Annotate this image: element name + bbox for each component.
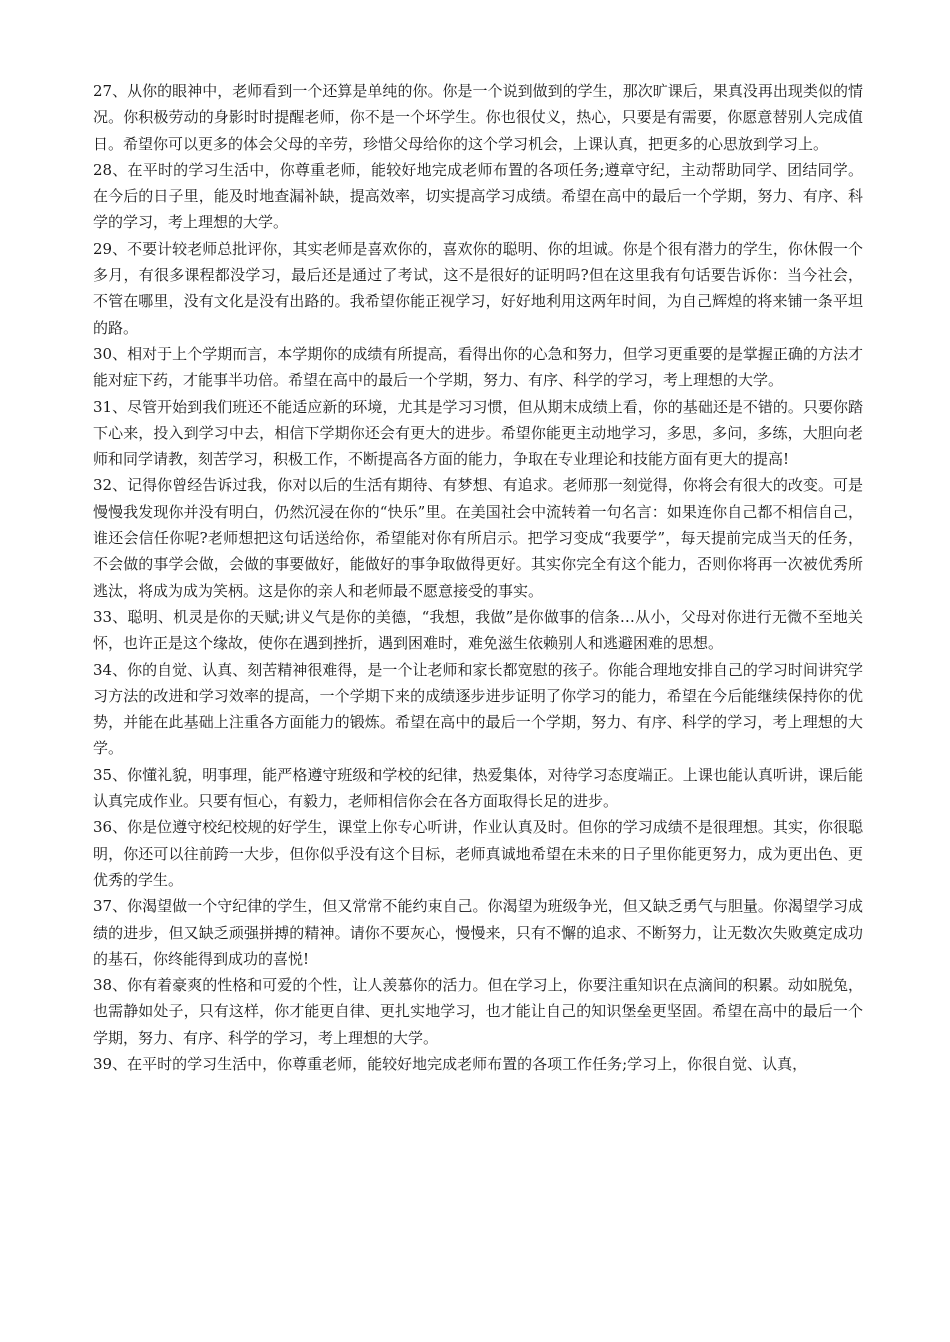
comment-paragraph-35: 35、你懂礼貌，明事理，能严格遵守班级和学校的纪律，热爱集体，对待学习态度端正。上课也能认真听讲，课后能认真完成作业。只要有恒心，有毅力，老师相信你会在各方面取得长足的进步。 [93,765,863,811]
comment-paragraph-39: 39、在平时的学习生活中，你尊重老师，能较好地完成老师布置的各项工作任务;学习上，你很自觉、认真， [93,1054,808,1073]
comment-paragraph-30: 30、相对于上个学期而言，本学期你的成绩有所提高，看得出你的心急和努力，但学习更重要的是掌握正确的方法才能对症下药，才能事半功倍。希望在高中的最后一个学期，努力、有序、科学的学习，考上理想的大学。 [93,344,863,390]
comment-paragraph-36: 36、你是位遵守校纪校规的好学生，课堂上你专心听讲，作业认真及时。但你的学习成绩不是很理想。其实，你很聪明，你还可以往前跨一大步，但你似乎没有这个目标，老师真诚地希望在未来的日子里你能更努力，成为更出色、更优秀的学生。 [93,818,863,889]
comment-paragraph-34: 34、你的自觉、认真、刻苦精神很难得，是一个让老师和家长都宽慰的孩子。你能合理地安排自己的学习时间讲究学习方法的改进和学习效率的提高，一个学期下来的成绩逐步进步证明了你学习的能力，希望在今后能继续保持你的优势，并能在此基础上注重各方面能力的锻炼。希望在高中的最后一个学期，努力、有序、科学的学习，考上理想的大学。 [93,660,863,758]
comment-paragraph-37: 37、你渴望做一个守纪律的学生，但又常常不能约束自己。你渴望为班级争光，但又缺乏勇气与胆量。你渴望学习成绩的进步，但又缺乏顽强拼搏的精神。请你不要灰心，慢慢来，只有不懈的追求、不断努力，让无数次失败奠定成功的基石，你终能得到成功的喜悦! [93,897,863,968]
comment-paragraph-32: 32、记得你曾经告诉过我，你对以后的生活有期待、有梦想、有追求。老师那一刻觉得，你将会有很大的改变。可是慢慢我发现你并没有明白，仍然沉浸在你的“快乐”里。在美国社会中流转着一句名言：如果连你自己都不相信自己，谁还会信任你呢?老师想把这句话送给你，希望能对你有所启示。把学习变成“我要学”，每天提前完成当天的任务，不会做的事学会做，会做的事要做好，能做好的事争取做得更好。其实你完全有这个能力，否则你将再一次被优秀所逃汰，将成为成为笑柄。这是你的亲人和老师最不愿意接受的事实。 [93,476,863,600]
comment-paragraph-27: 27、从你的眼神中，老师看到一个还算是单纯的你。你是一个说到做到的学生，那次旷课后，果真没再出现类似的情况。你积极劳动的身影时时提醒老师，你不是一个坏学生。你也很仗义，热心，只要是有需要，你愿意替别人完成值日。希望你可以更多的体会父母的辛劳，珍惜父母给你的这个学习机会，上课认真，把更多的心思放到学习上。 [93,82,863,153]
comment-paragraph-29: 29、不要计较老师总批评你，其实老师是喜欢你的，喜欢你的聪明、你的坦诚。你是个很有潜力的学生，你休假一个多月，有很多课程都没学习，最后还是通过了考试，这不是很好的证明吗?但在这里我有句话要告诉你：当今社会，不管在哪里，没有文化是没有出路的。我希望你能正视学习，好好地利用这两年时间，为自己辉煌的将来铺一条平坦的路。 [93,239,863,337]
comment-paragraph-33: 33、聪明、机灵是你的天赋;讲义气是你的美德，“我想，我做”是你做事的信条…从小，父母对你进行无微不至地关怀，也许正是这个缘故，使你在遇到挫折，遇到困难时，难免滋生依赖别人和逃避困难的思想。 [93,607,863,653]
comment-paragraph-38: 38、你有着豪爽的性格和可爱的个性，让人羡慕你的活力。但在学习上，你要注重知识在点滴间的积累。动如脱兔，也需静如处子，只有这样，你才能更自律、更扎实地学习，也才能让自己的知识堡垒更坚固。希望在高中的最后一个学期，努力、有序、科学的学习，考上理想的大学。 [93,976,863,1047]
comment-paragraph-28: 28、在平时的学习生活中，你尊重老师，能较好地完成老师布置的各项任务;遵章守纪，主动帮助同学、团结同学。在今后的日子里，能及时地查漏补缺，提高效率，切实提高学习成绩。希望在高中的最后一个学期，努力、有序、科学的学习，考上理想的大学。 [93,160,863,232]
comment-paragraph-31: 31、尽管开始到我们班还不能适应新的环境，尤其是学习习惯，但从期末成绩上看，你的基础还是不错的。只要你踏下心来，投入到学习中去，相信下学期你还会有更大的进步。希望你能更主动地学习，多思，多问，多练，大胆向老师和同学请教，刻苦学习，积极工作，不断提高各方面的能力，争取在专业理论和技能方面有更大的提高! [93,397,863,469]
document-body [93,78,863,1077]
